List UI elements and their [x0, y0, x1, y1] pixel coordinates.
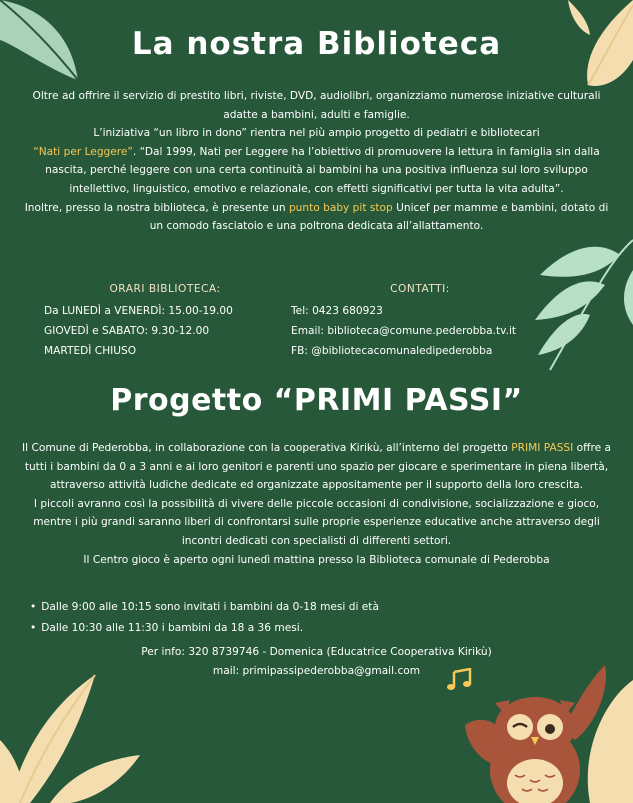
library-intro	[20, 87, 613, 236]
contact-facebook[interactable]: FB: @bibliotecacomunaledipederobba	[291, 345, 493, 357]
opening-hours	[44, 301, 233, 361]
hours-weekdays: Da LUNEDÌ a VENERDÌ: 15.00-19.00	[44, 305, 233, 317]
primi-passi-highlight: PRIMI PASSI	[511, 442, 574, 454]
project-paragraph-1	[14, 439, 619, 495]
leaf-bottom-right-icon	[520, 660, 633, 803]
info-email[interactable]: mail: primipassipederobba@gmail.com	[212, 665, 421, 677]
project-1-text-b: offre a tutti i bambini da 0 a 3 anni e ai loro genitori e parenti uno spazio per giocare e sperimentare in piena libertà, attraverso attività ludiche dedicate ed organizzate appositamente per il supporto della loro crescita.	[24, 442, 611, 492]
hours-thursday-saturday: GIOVEDÌ e SABATO: 9.30-12.00	[44, 325, 210, 337]
project-description	[14, 439, 619, 569]
schedule-list	[30, 597, 379, 639]
intro-2-text-b: . “Dal 1999, Nati per Leggere ha l’obiettivo di promuovere la lettura in famiglia sin dalla nascita, perché leggere con una certa continuità ai bambini ha una positiva influenza sul loro sviluppo intellettivo, linguistico, emotivo e relazionale, con effetti significativi per tutta la vita adulta”.	[45, 145, 600, 195]
library-title: La nostra Biblioteca	[131, 26, 502, 62]
intro-2-text-a: L’iniziativa “un libro in dono” rientra nel più ampio progetto di pediatri e bibliotecari	[93, 127, 540, 140]
contact-phone[interactable]: Tel: 0423 680923	[291, 305, 383, 317]
intro-paragraph-1: Oltre ad offrire il servizio di prestito libri, riviste, DVD, audiolibri, organizziamo numerose iniziative culturali adatte a bambini, adulti e famiglie.	[32, 90, 601, 121]
schedule-item-18-36: • Dalle 10:30 alle 11:30 i bambini da 18 a 36 mesi.	[30, 618, 379, 639]
intro-paragraph-2	[20, 124, 613, 198]
leaf-right-middle-icon	[530, 230, 633, 380]
nati-per-leggere-highlight: “Nati per Leggere”	[33, 145, 133, 158]
project-info	[0, 643, 633, 681]
project-paragraph-2: I piccoli avranno così la possibilità di vivere delle piccole occasioni di condivisione, socializzazione e gioco, mentre i più grandi saranno liberi di confrontarsi sulle proprie esperienze educative anche attraverso degli incontri dedicati con specialisti di differenti settori.	[33, 497, 600, 547]
project-1-text-a: Il Comune di Pederobba, in collaborazione con la cooperativa Kirikù, all’interno del progetto	[22, 442, 508, 454]
intro-3-text-a: Inoltre, presso la nostra biblioteca, è presente un	[24, 201, 286, 214]
hours-tuesday-closed: MARTEDÌ CHIUSO	[44, 345, 137, 357]
info-phone[interactable]: Per info: 320 8739746 - Domenica (Educatrice Cooperativa Kirikù)	[141, 646, 492, 658]
schedule-item-0-18: • Dalle 9:00 alle 10:15 sono invitati i bambini da 0-18 mesi di età	[30, 597, 379, 618]
intro-3-text-b: Unicef per mamme e bambini, dotato di un comodo fasciatoio e una poltrona dedicata all’allattamento.	[149, 201, 609, 233]
project-paragraph-3: Il Centro gioco è aperto ogni lunedì mattina presso la Biblioteca comunale di Pederobba	[83, 553, 550, 566]
opening-hours-title: ORARI BIBLIOTECA:	[109, 283, 221, 295]
contacts	[291, 301, 516, 361]
intro-paragraph-3	[20, 199, 613, 236]
project-title: Progetto “PRIMI PASSI”	[110, 383, 523, 418]
baby-pit-stop-highlight: punto baby pit stop	[288, 201, 393, 214]
contact-email[interactable]: Email: biblioteca@comune.pederobba.tv.it	[291, 325, 517, 337]
contacts-title: CONTATTI:	[390, 283, 450, 295]
